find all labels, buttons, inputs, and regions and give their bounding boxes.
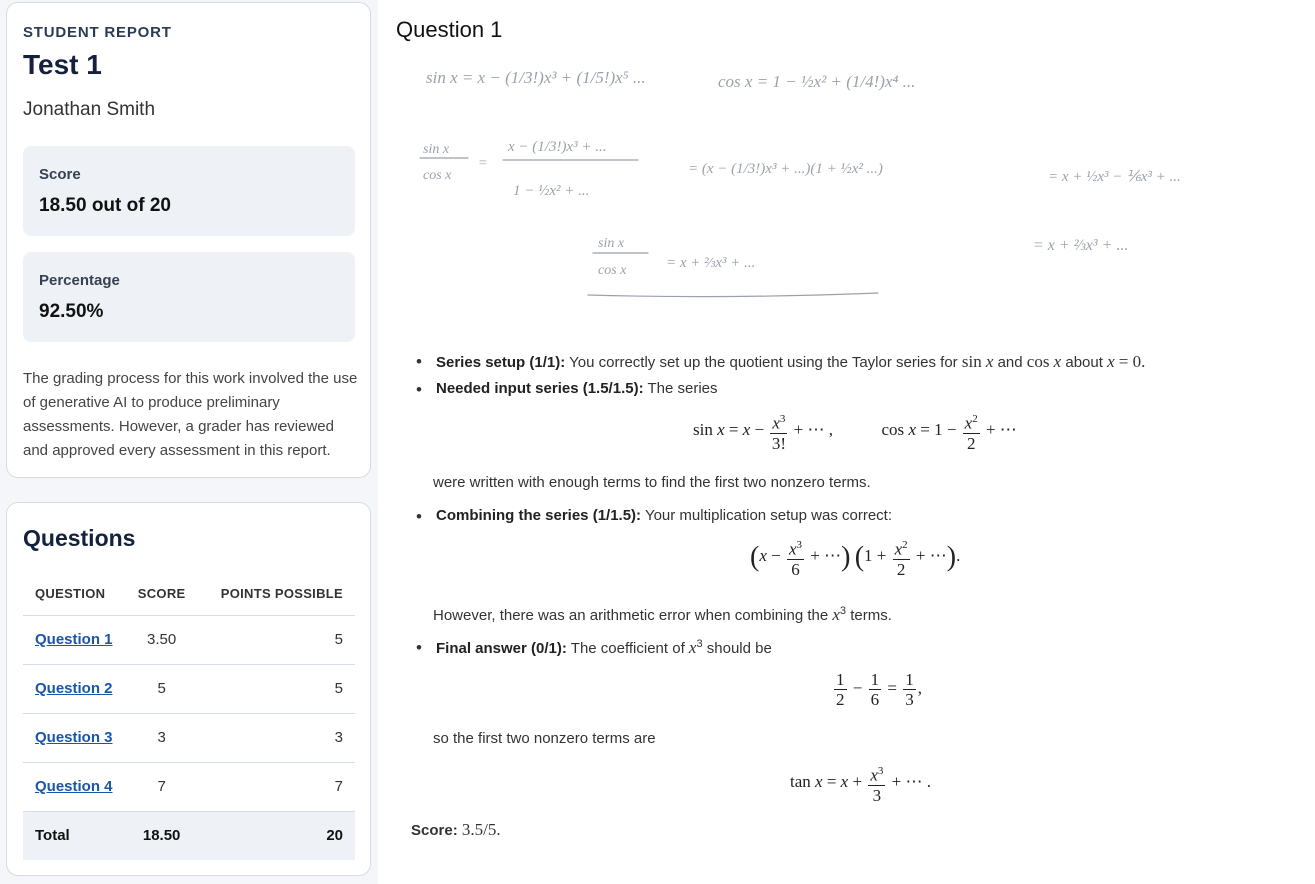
question-heading: Question 1 xyxy=(396,17,503,42)
svg-text:=: = xyxy=(478,156,488,171)
score-box xyxy=(23,146,355,236)
feedback-item-text: about xyxy=(1065,354,1103,371)
test-title: Test 1 xyxy=(23,49,102,80)
question-1-link[interactable]: Question 1 xyxy=(35,631,113,648)
question-possible: 5 xyxy=(191,664,355,713)
table-header-row xyxy=(23,573,355,615)
feedback-item-text: should be xyxy=(706,640,772,657)
score-line-value: 3.5/5. xyxy=(461,820,501,839)
question-possible: 5 xyxy=(191,615,355,664)
coefficient-equation: $\frac{1}{2}$ − $\frac{1}{6}$ = $\frac{1}{3}$ , xyxy=(836,670,922,709)
report-kicker: STUDENT REPORT xyxy=(23,24,172,41)
question-4-link[interactable]: Question 4 xyxy=(35,778,113,795)
question-possible: 7 xyxy=(191,762,355,811)
question-score: 7 xyxy=(132,762,190,811)
question-score: 3 xyxy=(132,713,190,762)
feedback-item xyxy=(408,507,1288,524)
feedback-item-title: Series setup (1/1): xyxy=(436,354,566,371)
svg-text:x − (1/3!)x³ + ...: x − (1/3!)x³ + ... xyxy=(508,139,607,155)
product-equation: (x − $\frac{x^3}{6}$ + ⋯) (1 + $\frac{x^2}{2}$ + ⋯). xyxy=(750,536,960,579)
feedback-item-title: Final answer (0/1): xyxy=(436,640,567,657)
percentage-box xyxy=(23,252,355,342)
feedback-continuation: were written with enough terms to find the first two nonzero terms. xyxy=(433,474,871,491)
sidebar xyxy=(0,0,378,884)
question-possible: 3 xyxy=(191,713,355,762)
col-points-possible: POINTS POSSIBLE xyxy=(191,573,355,615)
feedback-item-title: Needed input series (1.5/1.5): xyxy=(436,380,644,397)
svg-text:1 − ½x² + ...: 1 − ½x² + ... xyxy=(513,183,590,199)
question-score-line xyxy=(411,820,501,840)
feedback-item xyxy=(408,380,1288,397)
svg-text:cos x: cos x xyxy=(598,263,627,278)
feedback-text: However, there was an arithmetic error when combining the xyxy=(433,607,829,624)
ai-disclaimer: The grading process for this work involved the use of generative AI to produce preliminary assessments. However, a grader has reviewed and approved every assessment in this report. xyxy=(23,370,358,459)
svg-text:sin x = x − (1/3!)x³ + (1/5!)x: sin x = x − (1/3!)x³ + (1/5!)x⁵ ... xyxy=(426,68,646,87)
table-row xyxy=(23,664,355,713)
question-2-link[interactable]: Question 2 xyxy=(35,680,113,697)
feedback-item-text: The series xyxy=(647,380,718,397)
total-row xyxy=(23,811,355,860)
col-score: SCORE xyxy=(132,573,190,615)
score-line-label: Score: xyxy=(411,822,458,839)
feedback-item-text: The coefficient of xyxy=(570,640,685,657)
question-score: 3.50 xyxy=(132,615,190,664)
final-equation: tan x = x + $\frac{x^3}{3}$ + ⋯ . xyxy=(790,762,931,805)
total-score: 18.50 xyxy=(132,811,190,860)
question-score: 5 xyxy=(132,664,190,713)
questions-card xyxy=(6,502,371,876)
svg-text:= x + ⅔x³ + ...: = x + ⅔x³ + ... xyxy=(1033,237,1129,254)
feedback-item: • Series setup (1/1): You correctly set up the quotient using the Taylor series for sin x and cos x about x = 0. xyxy=(408,352,1288,372)
svg-text:= x + ½x³ − ⅙x³ + ...: = x + ½x³ − ⅙x³ + ... xyxy=(1048,169,1181,185)
percentage-value: 92.50% xyxy=(39,301,104,322)
svg-text:cos x: cos x xyxy=(423,168,452,183)
feedback-item: • Final answer (0/1): The coefficient of $x^3$ should be xyxy=(408,638,1288,658)
question-3-link[interactable]: Question 3 xyxy=(35,729,113,746)
total-possible: 20 xyxy=(191,811,355,860)
table-row xyxy=(23,762,355,811)
feedback-item-text: Your multiplication setup was correct: xyxy=(644,507,893,524)
score-label: Score xyxy=(39,166,81,183)
svg-text:cos x = 1 − ½x² + (1/4!)x⁴ ...: cos x = 1 − ½x² + (1/4!)x⁴ ... xyxy=(718,72,916,91)
student-name: Jonathan Smith xyxy=(23,99,156,120)
table-row xyxy=(23,713,355,762)
svg-text:sin x: sin x xyxy=(598,236,625,251)
table-row xyxy=(23,615,355,664)
svg-text:= x + ⅔x³ + ...: = x + ⅔x³ + ... xyxy=(666,255,756,271)
total-label: Total xyxy=(23,811,132,860)
score-value: 18.50 out of 20 xyxy=(39,195,171,216)
series-equation: sin x = x − $\frac{x^3}{3!}$ + ⋯ , cos x = 1 − $\frac{x^2}{2}$ + ⋯ xyxy=(693,410,1017,453)
questions-table xyxy=(23,573,355,860)
svg-text:= (x − (1/3!)x³ + ...)(1 + ½x²: = (x − (1/3!)x³ + ...)(1 + ½x² ...) xyxy=(688,161,883,177)
feedback-item-text: You correctly set up the quotient using the Taylor series for xyxy=(569,354,958,371)
col-question: QUESTION xyxy=(23,573,132,615)
feedback-continuation: However, there was an arithmetic error when combining the $x^3$ terms. xyxy=(433,605,892,624)
questions-title: Questions xyxy=(23,525,136,551)
handwritten-work-image xyxy=(408,55,1308,305)
percentage-label: Percentage xyxy=(39,272,120,289)
report-summary-card xyxy=(6,2,371,478)
svg-text:sin x: sin x xyxy=(423,142,450,157)
feedback-item-title: Combining the series (1/1.5): xyxy=(436,507,642,524)
feedback-item-text: and xyxy=(997,354,1023,371)
feedback-text: terms. xyxy=(850,607,892,624)
question-detail xyxy=(378,0,1315,884)
feedback-continuation: so the first two nonzero terms are xyxy=(433,730,656,747)
